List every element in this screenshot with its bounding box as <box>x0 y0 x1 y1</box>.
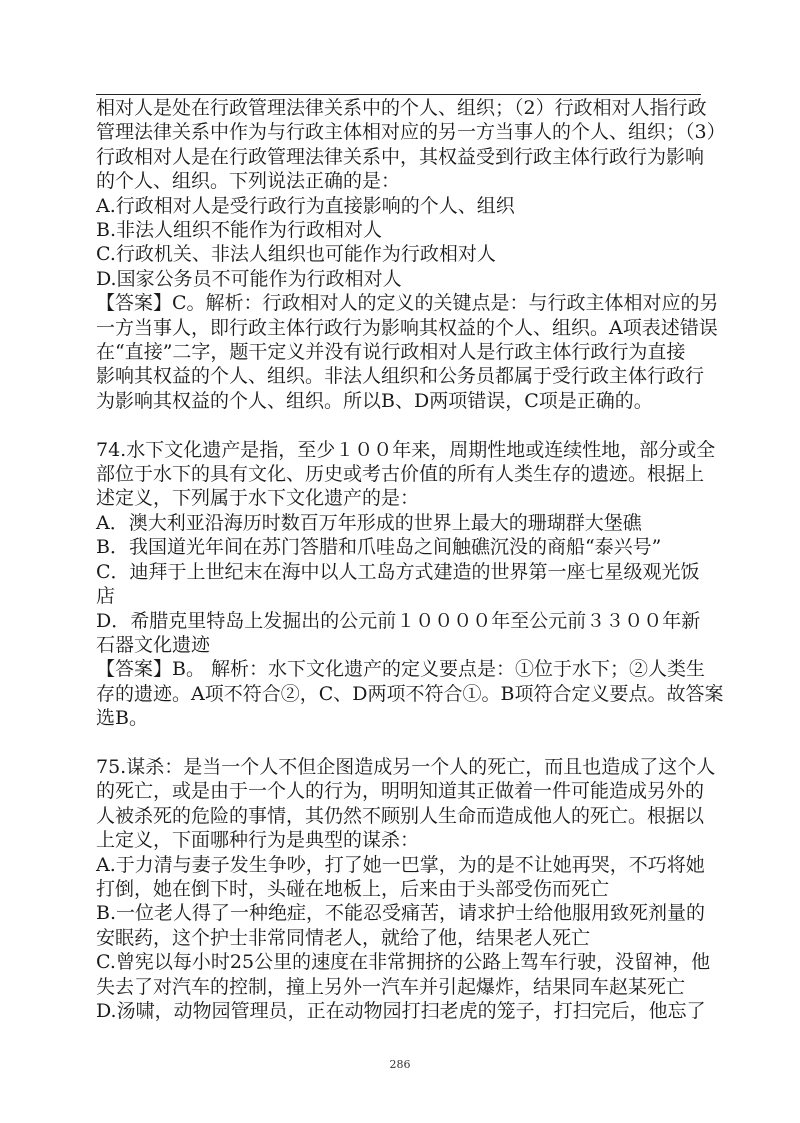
text-line: 人被杀死的危险的事情，其仍然不顾别人生命而造成他人的死亡。根据以 <box>96 804 705 827</box>
text-line: 失去了对汽车的控制，撞上另外一汽车并引起爆炸，结果同车赵某死亡 <box>96 975 686 998</box>
text-line: D.汤啸，动物园管理员，正在动物园打扫老虎的笼子，打扫完后，他忘了 <box>96 1000 706 1022</box>
text-line: A.于力清与妻子发生争吵，打了她一巴掌，为的是不让她再哭，不巧将她 <box>96 853 705 876</box>
text-line: 影响其权益的个人、组织。非法人组织和公务员都属于受行政主体行政行 <box>96 365 705 388</box>
text-line: 存的遗迹。A项不符合②，C、D两项不符合①。B项符合定义要点。故答案 <box>96 682 724 705</box>
text-line: 75.谋杀：是当一个人不但企图造成另一个人的死亡，而且也造成了这个人 <box>96 755 716 778</box>
text-line: 选B。 <box>96 707 148 730</box>
text-line: A.行政相对人是受行政行为直接影响的个人、组织 <box>96 194 515 217</box>
text-line: 管理法律关系中作为与行政主体相对应的另一方当事人的个人、组织；（3） <box>96 121 726 144</box>
document-body <box>96 96 726 1023</box>
text-line: 上定义，下面哪种行为是典型的谋杀： <box>96 829 420 852</box>
text-line: 安眠药，这个护士非常同情老人，就给了他，结果老人死亡 <box>96 926 591 949</box>
paragraph-gap <box>96 731 706 755</box>
text-line: D．希腊克里特岛上发掘出的公元前１００００年至公元前３３００年新 <box>96 609 701 632</box>
text-line: 相对人是处在行政管理法律关系中的个人、组织；（2）行政相对人指行政 <box>96 97 707 119</box>
text-line: C.曾宪以每小时25公里的速度在非常拥挤的公路上驾车行驶，没留神，他 <box>96 951 711 974</box>
text-line: A．澳大利亚沿海历时数百万年形成的世界上最大的珊瑚群大堡礁 <box>96 511 642 534</box>
text-line: 行政相对人是在行政管理法律关系中，其权益受到行政主体行政行为影响 <box>96 145 705 168</box>
header-rule <box>96 94 701 95</box>
text-line: 述定义，下列属于水下文化遗产的是： <box>96 487 420 510</box>
text-line: 的死亡，或是由于一个人的行为，明明知道其正做着一件可能造成另外的 <box>96 780 705 803</box>
paragraph-gap <box>96 413 706 437</box>
text-line: 在“直接”二字，题干定义并没有说行政相对人是行政主体行政行为直接 <box>96 341 686 364</box>
text-line: 【答案】C。解析：行政相对人的定义的关键点是：与行政主体相对应的另 <box>96 292 719 315</box>
text-line: 部位于水下的具有文化、历史或考古价值的所有人类生存的遗迹。根据上 <box>96 463 705 486</box>
text-line: D.国家公务员不可能作为行政相对人 <box>96 267 402 290</box>
text-line: C.行政机关、非法人组织也可能作为行政相对人 <box>96 243 496 266</box>
text-line: 74.水下文化遗产是指，至少１００年来，周期性地或连续性地，部分或全 <box>96 438 716 461</box>
page-number: 286 <box>389 1058 411 1071</box>
text-line: 一方当事人，即行政主体行政行为影响其权益的个人、组织。A项表述错误 <box>96 316 718 339</box>
text-line: 的个人、组织。下列说法正确的是： <box>96 170 401 193</box>
text-line: 打倒，她在倒下时，头碰在地板上，后来由于头部受伤而死亡 <box>96 877 610 900</box>
text-line: B.非法人组织不能作为行政相对人 <box>96 219 383 242</box>
text-line: 石器文化遗迹 <box>96 633 211 656</box>
text-line: C．迪拜于上世纪末在海中以人工岛方式建造的世界第一座七星级观光饭 <box>96 560 700 583</box>
text-line: B．我国道光年间在苏门答腊和爪哇岛之间触礁沉没的商船“泰兴号” <box>96 536 662 559</box>
text-line: 店 <box>96 585 116 608</box>
text-line: 【答案】B。 解析：水下文化遗产的定义要点是：①位于水下；②人类生 <box>96 658 706 681</box>
text-line: B.一位老人得了一种绝症，不能忍受痛苦，请求护士给他服用致死剂量的 <box>96 902 706 925</box>
text-line: 为影响其权益的个人、组织。所以B、D两项错误，C项是正确的。 <box>96 389 653 412</box>
